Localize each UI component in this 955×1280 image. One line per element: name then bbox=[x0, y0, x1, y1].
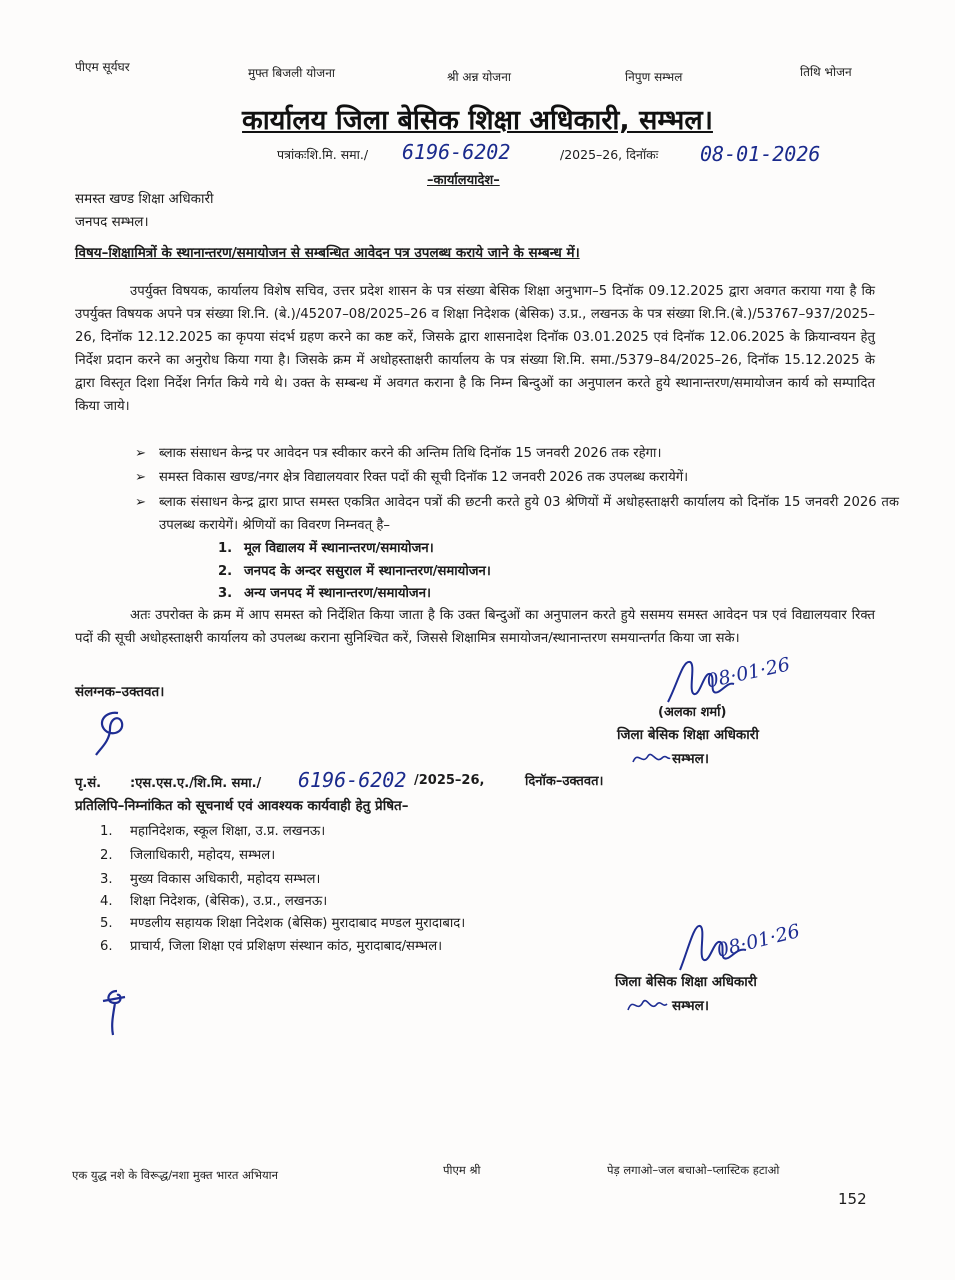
handwritten-mark bbox=[95, 985, 135, 1040]
scheme-item: मुफ्त बिजली योजना bbox=[248, 66, 335, 80]
arrow-bullet-icon: ➢ bbox=[135, 495, 147, 510]
office-title: कार्यालय जिला बेसिक शिक्षा अधिकारी, सम्भल। bbox=[242, 105, 713, 136]
ref-date-handwritten: 08-01-2026 bbox=[700, 142, 821, 166]
bullet-point bbox=[135, 442, 899, 465]
arrow-bullet-icon: ➢ bbox=[135, 470, 147, 485]
endorsement-session: /2025–26, bbox=[414, 773, 485, 788]
cc-list-item: 6. प्राचार्य, जिला शिक्षा एवं प्रशिक्षण संस्थान कांठ, मुरादाबाद/सम्भल। bbox=[100, 939, 443, 954]
addressee-line1: समस्त खण्ड शिक्षा अधिकारी bbox=[75, 191, 214, 207]
scheme-item: श्री अन्न योजना bbox=[447, 70, 511, 84]
scheme-item: तिथि भोजन bbox=[800, 65, 852, 79]
endorsement-prefix: पृ.सं. bbox=[75, 776, 102, 791]
footer-slogan: पेड़ लगाओ–जल बचाओ–प्लास्टिक हटाओ bbox=[607, 1163, 780, 1177]
page-number: 152 bbox=[838, 1190, 867, 1208]
initials-scribble bbox=[625, 994, 669, 1016]
endorsement-ref: :एस.एस.ए./शि.मि. समा./ bbox=[130, 776, 262, 791]
order-label: –कार्यालयादेश– bbox=[427, 173, 500, 188]
closing-paragraph: अतः उपरोक्त के क्रम में आप समस्त को निर्देशित किया जाता है कि उक्त बिन्दुओं का अनुपालन करते हुये ससमय समस्त आवेदन पत्र एवं विद्यालयवार रिक्त पदों की सूची अधोहस्ताक्षरी कार्यालय को उपलब्ध कराना सुनिश्चित करें, जिससे शिक्षामित्र समायोजन/स्थानान्तरण समयान्तर्गत किया जा सके। bbox=[75, 608, 875, 646]
footer-pm-shri: पीएम श्री bbox=[443, 1163, 481, 1177]
cc-list-item: 1. महानिदेशक, स्कूल शिक्षा, उ.प्र. लखनऊ। bbox=[100, 824, 326, 839]
addressee-line2: जनपद सम्भल। bbox=[75, 214, 149, 230]
scheme-item: निपुण सम्भल bbox=[625, 70, 683, 84]
handwritten-mark bbox=[88, 705, 138, 760]
footer-campaign: एक युद्ध नशे के विरूद्ध/नशा मुक्त भारत अभियान bbox=[72, 1168, 279, 1182]
enclosure-note: संलग्नक–उक्तवत। bbox=[75, 684, 165, 700]
category-item: 2. जनपद के अन्दर ससुराल में स्थानान्तरण/समायोजन। bbox=[218, 564, 491, 579]
initials-scribble bbox=[630, 748, 672, 768]
signature-date: 08·01·26 bbox=[704, 653, 792, 693]
category-item: 3. अन्य जनपद में स्थानान्तरण/समायोजन। bbox=[218, 586, 432, 601]
subject-line: विषय–शिक्षामित्रों के स्थानान्तरण/समायोजन से सम्बन्धित आवेदन पत्र उपलब्ध कराये जाने के सम्बन्ध में। bbox=[75, 245, 580, 261]
cc-list-item: 5. मण्डलीय सहायक शिक्षा निदेशक (बेसिक) मुरादाबाद मण्डल मुरादाबाद। bbox=[100, 916, 466, 931]
signatory-designation: जिला बेसिक शिक्षा अधिकारी bbox=[615, 974, 757, 990]
ref-prefix: पत्रांकःशि.मि. समा./ bbox=[277, 147, 369, 162]
signatory-name: (अलका शर्मा) bbox=[658, 705, 727, 720]
signatory-designation: जिला बेसिक शिक्षा अधिकारी bbox=[617, 727, 759, 743]
cc-list-item: 4. शिक्षा निदेशक, (बेसिक), उ.प्र., लखनऊ। bbox=[100, 894, 328, 909]
category-item: 1. मूल विद्यालय में स्थानान्तरण/समायोजन। bbox=[218, 541, 434, 556]
ref-session: /2025–26, दिनॉकः bbox=[560, 147, 659, 162]
ref-number-handwritten: 6196-6202 bbox=[402, 140, 511, 164]
bullet-text: समस्त विकास खण्ड/नगर क्षेत्र विद्यालयवार रिक्त पदों की सूची दिनॉक 12 जनवरी 2026 तक उपलब्ध करायेगें। bbox=[159, 470, 689, 485]
cc-list-item: 2. जिलाधिकारी, महोदय, सम्भल। bbox=[100, 848, 276, 863]
bullet-text: ब्लाक संसाधन केन्द्र पर आवेदन पत्र स्वीकार करने की अन्तिम तिथि दिनॉक 15 जनवरी 2026 तक रहेगा। bbox=[159, 446, 662, 461]
signature-date: 08·01·26 bbox=[714, 920, 803, 962]
copy-to-heading: प्रतिलिपि–निम्नांकित को सूचनार्थ एवं आवश्यक कार्यवाही हेतु प्रेषित– bbox=[75, 798, 409, 814]
endorsement-date: दिनॉक–उक्तवत। bbox=[525, 774, 604, 789]
endorsement-number-handwritten: 6196-6202 bbox=[298, 768, 407, 792]
signatory-place: सम्भल। bbox=[672, 998, 709, 1014]
bullet-point bbox=[135, 491, 899, 537]
body-paragraph: उपर्युक्त विषयक, कार्यालय विशेष सचिव, उत्तर प्रदेश शासन के पत्र संख्या बेसिक शिक्षा अनुभाग–5 दिनॉक 09.12.2025 द्वारा अवगत कराया गया है कि उपर्युक्त विषयक अपने पत्र संख्या शि.नि. (बे.)/45207–08/2025–26 व शिक्षा निदेशक (बेसिक) उ.प्र., लखनऊ के पत्र संख्या शि.नि.(बे.)/53767–937/2025–26, दिनॉक 12.12.2025 का कृपया संदर्भ ग्रहण करने का कष्ट करें, जिसके द्वारा शासनादेश दिनॉक 03.01.2025 एवं दिनॉक 12.06.2025 के क्रियान्वयन हेतु निर्देश प्रदान करने का अनुरोध किया गया है। जिसके क्रम में अधोहस्ताक्षरी कार्यालय के पत्र संख्या शि.मि. समा./5379–84/2025–26, दिनॉक 15.12.2025 के द्वारा विस्तृत दिशा निर्देश निर्गत किये गये थे। उक्त के सम्बन्ध में अवगत कराना है कि निम्न बिन्दुओं का अनुपालन करते हुये स्थानान्तरण/समायोजन कार्य को सम्पादित किया जाये। bbox=[75, 284, 875, 414]
bullet-text: ब्लाक संसाधन केन्द्र द्वारा प्राप्त समस्त एकत्रित आवेदन पत्रों की छटनी करते हुये 03 श्रेणियों में अधोहस्ताक्षरी कार्यालय को दिनॉक 15 जनवरी 2026 तक उपलब्ध करायेगें। श्रेणियों का विवरण निम्नवत् है– bbox=[159, 495, 899, 533]
scheme-item: पीएम सूर्यघर bbox=[75, 60, 130, 74]
bullet-point bbox=[135, 466, 899, 489]
arrow-bullet-icon: ➢ bbox=[135, 446, 147, 461]
cc-list-item: 3. मुख्य विकास अधिकारी, महोदय सम्भल। bbox=[100, 872, 321, 887]
signatory-place: सम्भल। bbox=[672, 751, 709, 767]
